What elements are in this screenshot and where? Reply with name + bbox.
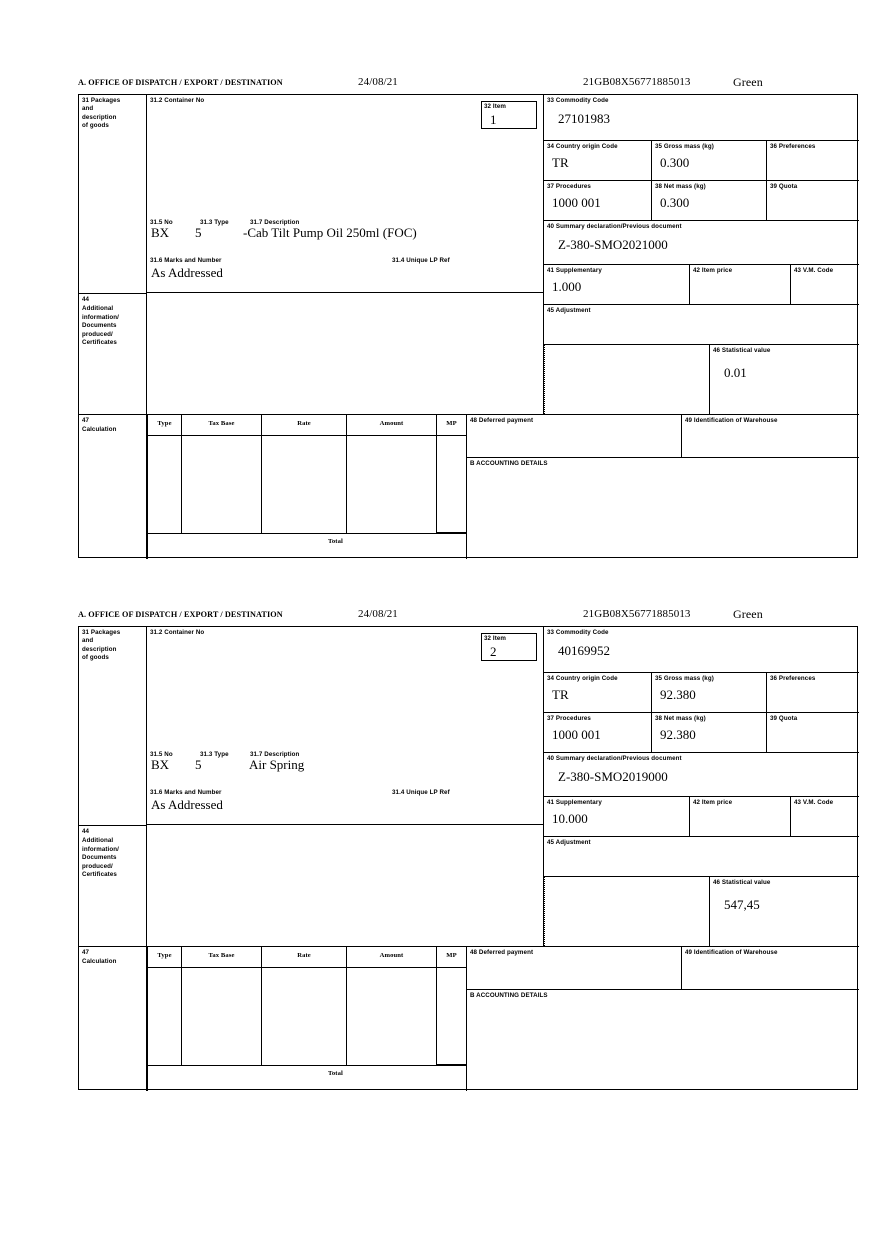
box-36-preferences-cell xyxy=(767,141,859,181)
box-45-label-2: 45 Adjustment xyxy=(547,839,591,846)
box-33-label: 33 Commodity Code xyxy=(547,97,609,104)
calc-header-type: Type xyxy=(147,414,182,436)
calc-header-taxbase-2: Tax Base xyxy=(182,946,262,968)
statistical-value: 0.01 xyxy=(724,365,747,380)
country-origin-value-2: TR xyxy=(552,687,569,702)
box-37-procedures-cell-2 xyxy=(544,713,652,753)
box-40-label: 40 Summary declaration/Previous document xyxy=(547,223,682,230)
box-46-dotted-divider-2 xyxy=(544,877,709,946)
box-b-accounting-cell-2 xyxy=(467,989,859,1091)
box-38-label: 38 Net mass (kg) xyxy=(655,183,706,190)
box-44-label-cell-2 xyxy=(79,825,147,946)
calc-body-amount-2 xyxy=(347,968,437,1065)
box-31-label-line4-2: of goods xyxy=(82,654,109,662)
box-42-item-price-cell xyxy=(690,265,791,305)
box-43-vm-code-cell xyxy=(791,265,859,305)
box-44-label-line2-2: Additional xyxy=(82,837,114,845)
box-31-label-line4: of goods xyxy=(82,122,109,130)
calc-header-rate: Rate xyxy=(262,414,347,436)
gross-mass-value-2: 92.380 xyxy=(660,687,696,702)
procedures-value-2: 1000 001 xyxy=(552,727,601,742)
box-46-statistical-value-cell-2 xyxy=(709,877,859,946)
box-35-label: 35 Gross mass (kg) xyxy=(655,143,714,150)
box-b-accounting-label-2: B ACCOUNTING DETAILS xyxy=(470,992,548,999)
calc-body-rate-2 xyxy=(262,968,347,1065)
box-48-label-2: 48 Deferred payment xyxy=(470,949,534,956)
lane-status-2: Green xyxy=(733,607,763,621)
box-47-label-line2-2: Calculation xyxy=(82,958,117,966)
box-48-deferred-payment-cell xyxy=(467,414,682,457)
box-31-label-line3: description xyxy=(82,113,117,121)
box-47-label-2: 47 xyxy=(82,949,90,956)
box-41-label-2: 41 Supplementary xyxy=(547,799,602,806)
calc-header-type-2: Type xyxy=(147,946,182,968)
box-46-label-2: 46 Statistical value xyxy=(713,879,771,886)
office-of-dispatch-label: A. OFFICE OF DISPATCH / EXPORT / DESTINATION xyxy=(78,78,283,87)
box-31-label-cell xyxy=(79,95,147,293)
mrn-number: 21GB08X56771885013 xyxy=(583,76,691,88)
box-44-label-cell xyxy=(79,293,147,414)
box-38-net-mass-cell-2 xyxy=(652,713,767,753)
box-44-label-line3: information/ xyxy=(82,313,119,321)
box-46-statistical-value-cell xyxy=(709,345,859,414)
box-35-gross-mass-cell-2 xyxy=(652,673,767,713)
marks-and-number-value-2: As Addressed xyxy=(151,797,223,812)
box-40-previous-doc-cell-2 xyxy=(544,753,859,797)
box-34-label-2: 34 Country origin Code xyxy=(547,675,618,682)
box-31-label-cell-2 xyxy=(79,627,147,825)
previous-document-value-2: Z-380-SMO2019000 xyxy=(558,769,668,784)
calc-header-amount-2: Amount xyxy=(347,946,437,968)
packages-type-value: BX xyxy=(151,225,170,240)
box-31-3-label-2: 31.3 Type xyxy=(200,751,229,758)
box-44-label-line5: produced/ xyxy=(82,330,113,338)
box-49-warehouse-cell xyxy=(682,414,859,457)
box-44-label-line4: Documents xyxy=(82,322,117,330)
box-31-6-label-2: 31.6 Marks and Number xyxy=(150,789,222,796)
box-44-label-2: 44 xyxy=(82,828,90,835)
box-38-label-2: 38 Net mass (kg) xyxy=(655,715,706,722)
box-36-preferences-cell-2 xyxy=(767,673,859,713)
box-32-label: 32 Item xyxy=(484,103,507,110)
box-42-label: 42 Item price xyxy=(693,267,733,274)
box-36-label-2: 36 Preferences xyxy=(770,675,816,682)
box-42-label-2: 42 Item price xyxy=(693,799,733,806)
box-44-label: 44 xyxy=(82,296,90,303)
calc-body-mp xyxy=(437,436,467,533)
box-41-label: 41 Supplementary xyxy=(547,267,602,274)
box-43-vm-code-cell-2 xyxy=(791,797,859,837)
box-39-label-2: 39 Quota xyxy=(770,715,798,722)
box-41-supplementary-cell-2 xyxy=(544,797,690,837)
box-49-label-2: 49 Identification of Warehouse xyxy=(685,949,778,956)
marks-and-number-value: As Addressed xyxy=(151,265,223,280)
box-33-commodity-cell xyxy=(544,95,859,141)
box-34-label: 34 Country origin Code xyxy=(547,143,618,150)
box-31-label-line3-2: description xyxy=(82,645,117,653)
box-31-2-label-2: 31.2 Container No xyxy=(150,629,205,636)
box-37-procedures-cell xyxy=(544,181,652,221)
declaration-sheet-2 xyxy=(78,607,860,1090)
calc-header-mp: MP xyxy=(437,414,467,436)
box-38-net-mass-cell xyxy=(652,181,767,221)
box-35-label-2: 35 Gross mass (kg) xyxy=(655,675,714,682)
calc-total-row xyxy=(147,533,467,559)
sheet-header xyxy=(78,75,860,94)
box-32-item-box xyxy=(481,101,537,129)
box-31-6-label: 31.6 Marks and Number xyxy=(150,257,222,264)
box-46-dotted-divider xyxy=(544,345,709,414)
box-46-label: 46 Statistical value xyxy=(713,347,771,354)
box-31-5-label-2: 31.5 No xyxy=(150,751,173,758)
supplementary-value-2: 10.000 xyxy=(552,811,588,826)
box-45-label: 45 Adjustment xyxy=(547,307,591,314)
box-47-label-cell xyxy=(79,414,147,559)
box-47-label: 47 xyxy=(82,417,90,424)
box-45-adjustment-cell-2 xyxy=(544,837,859,877)
packages-no-value: 5 xyxy=(195,225,202,240)
procedures-value: 1000 001 xyxy=(552,195,601,210)
box-35-gross-mass-cell xyxy=(652,141,767,181)
previous-document-value: Z-380-SMO2021000 xyxy=(558,237,668,252)
packages-no-value-2: 5 xyxy=(195,757,202,772)
box-31-5-label: 31.5 No xyxy=(150,219,173,226)
net-mass-value-2: 92.380 xyxy=(660,727,696,742)
box-47-label-cell-2 xyxy=(79,946,147,1091)
gross-mass-value: 0.300 xyxy=(660,155,690,170)
item-number-value-2: 2 xyxy=(490,644,497,659)
box-40-previous-doc-cell xyxy=(544,221,859,265)
box-31-7-label-2: 31.7 Description xyxy=(250,751,300,758)
box-44-label-line6: Certificates xyxy=(82,339,117,347)
calc-body-type-2 xyxy=(147,968,182,1065)
box-48-label: 48 Deferred payment xyxy=(470,417,534,424)
sheet-header-2 xyxy=(78,607,860,626)
box-31-label-line2: and xyxy=(82,105,94,113)
calc-header-taxbase: Tax Base xyxy=(182,414,262,436)
box-b-accounting-cell xyxy=(467,457,859,559)
calc-total-label: Total xyxy=(328,538,343,545)
statistical-value-2: 547,45 xyxy=(724,897,760,912)
declaration-date-2: 24/08/21 xyxy=(358,608,398,620)
calc-body-rate xyxy=(262,436,347,533)
box-32-item-box-2 xyxy=(481,633,537,661)
item-number-value: 1 xyxy=(490,112,497,127)
box-31-4-label-2: 31.4 Unique LP Ref xyxy=(392,789,450,796)
box-44-label-line3-2: information/ xyxy=(82,845,119,853)
box-48-deferred-payment-cell-2 xyxy=(467,946,682,989)
declaration-date: 24/08/21 xyxy=(358,76,398,88)
lane-status: Green xyxy=(733,75,763,89)
calc-header-mp-2: MP xyxy=(437,946,467,968)
mrn-number-2: 21GB08X56771885013 xyxy=(583,608,691,620)
box-44-content-cell xyxy=(147,293,544,414)
box-34-origin-cell-2 xyxy=(544,673,652,713)
box-36-label: 36 Preferences xyxy=(770,143,816,150)
box-37-label: 37 Procedures xyxy=(547,183,591,190)
box-32-label-2: 32 Item xyxy=(484,635,507,642)
box-44-label-line4-2: Documents xyxy=(82,854,117,862)
calc-total-label-2: Total xyxy=(328,1070,343,1077)
box-33-commodity-cell-2 xyxy=(544,627,859,673)
box-31-label-line2-2: and xyxy=(82,637,94,645)
box-44-content-cell-2 xyxy=(147,825,544,946)
box-39-label: 39 Quota xyxy=(770,183,798,190)
calc-header-rate-2: Rate xyxy=(262,946,347,968)
goods-description-value-2: Air Spring xyxy=(249,757,305,772)
box-31-7-label: 31.7 Description xyxy=(250,219,300,226)
box-43-label-2: 43 V.M. Code xyxy=(794,799,834,806)
packages-type-value-2: BX xyxy=(151,757,170,772)
box-31-label-line1-2: 31 Packages xyxy=(82,629,121,636)
calc-body-taxbase xyxy=(182,436,262,533)
country-origin-value: TR xyxy=(552,155,569,170)
box-49-warehouse-cell-2 xyxy=(682,946,859,989)
box-49-label: 49 Identification of Warehouse xyxy=(685,417,778,424)
box-31-4-label: 31.4 Unique LP Ref xyxy=(392,257,450,264)
office-of-dispatch-label-2: A. OFFICE OF DISPATCH / EXPORT / DESTINATION xyxy=(78,610,283,619)
goods-description-value: -Cab Tilt Pump Oil 250ml (FOC) xyxy=(243,225,417,240)
declaration-grid-2 xyxy=(78,626,858,1090)
box-33-label-2: 33 Commodity Code xyxy=(547,629,609,636)
calc-body-amount xyxy=(347,436,437,533)
calc-body-mp-2 xyxy=(437,968,467,1065)
box-44-label-line6-2: Certificates xyxy=(82,871,117,879)
box-44-label-line5-2: produced/ xyxy=(82,862,113,870)
declaration-grid xyxy=(78,94,858,558)
box-47-label-line2: Calculation xyxy=(82,426,117,434)
declaration-sheet-1 xyxy=(78,75,860,558)
box-37-label-2: 37 Procedures xyxy=(547,715,591,722)
commodity-code-value-2: 40169952 xyxy=(558,643,610,658)
net-mass-value: 0.300 xyxy=(660,195,690,210)
box-39-quota-cell-2 xyxy=(767,713,859,753)
calc-body-taxbase-2 xyxy=(182,968,262,1065)
calc-body-type xyxy=(147,436,182,533)
box-40-label-2: 40 Summary declaration/Previous document xyxy=(547,755,682,762)
box-45-adjustment-cell xyxy=(544,305,859,345)
commodity-code-value: 27101983 xyxy=(558,111,610,126)
box-31-3-label: 31.3 Type xyxy=(200,219,229,226)
calc-total-row-2 xyxy=(147,1065,467,1091)
box-41-supplementary-cell xyxy=(544,265,690,305)
box-43-label: 43 V.M. Code xyxy=(794,267,834,274)
box-39-quota-cell xyxy=(767,181,859,221)
supplementary-value: 1.000 xyxy=(552,279,582,294)
box-b-accounting-label: B ACCOUNTING DETAILS xyxy=(470,460,548,467)
box-34-origin-cell xyxy=(544,141,652,181)
box-44-label-line2: Additional xyxy=(82,305,114,313)
box-31-label-line1: 31 Packages xyxy=(82,97,121,104)
box-42-item-price-cell-2 xyxy=(690,797,791,837)
calc-header-amount: Amount xyxy=(347,414,437,436)
box-31-2-label: 31.2 Container No xyxy=(150,97,205,104)
